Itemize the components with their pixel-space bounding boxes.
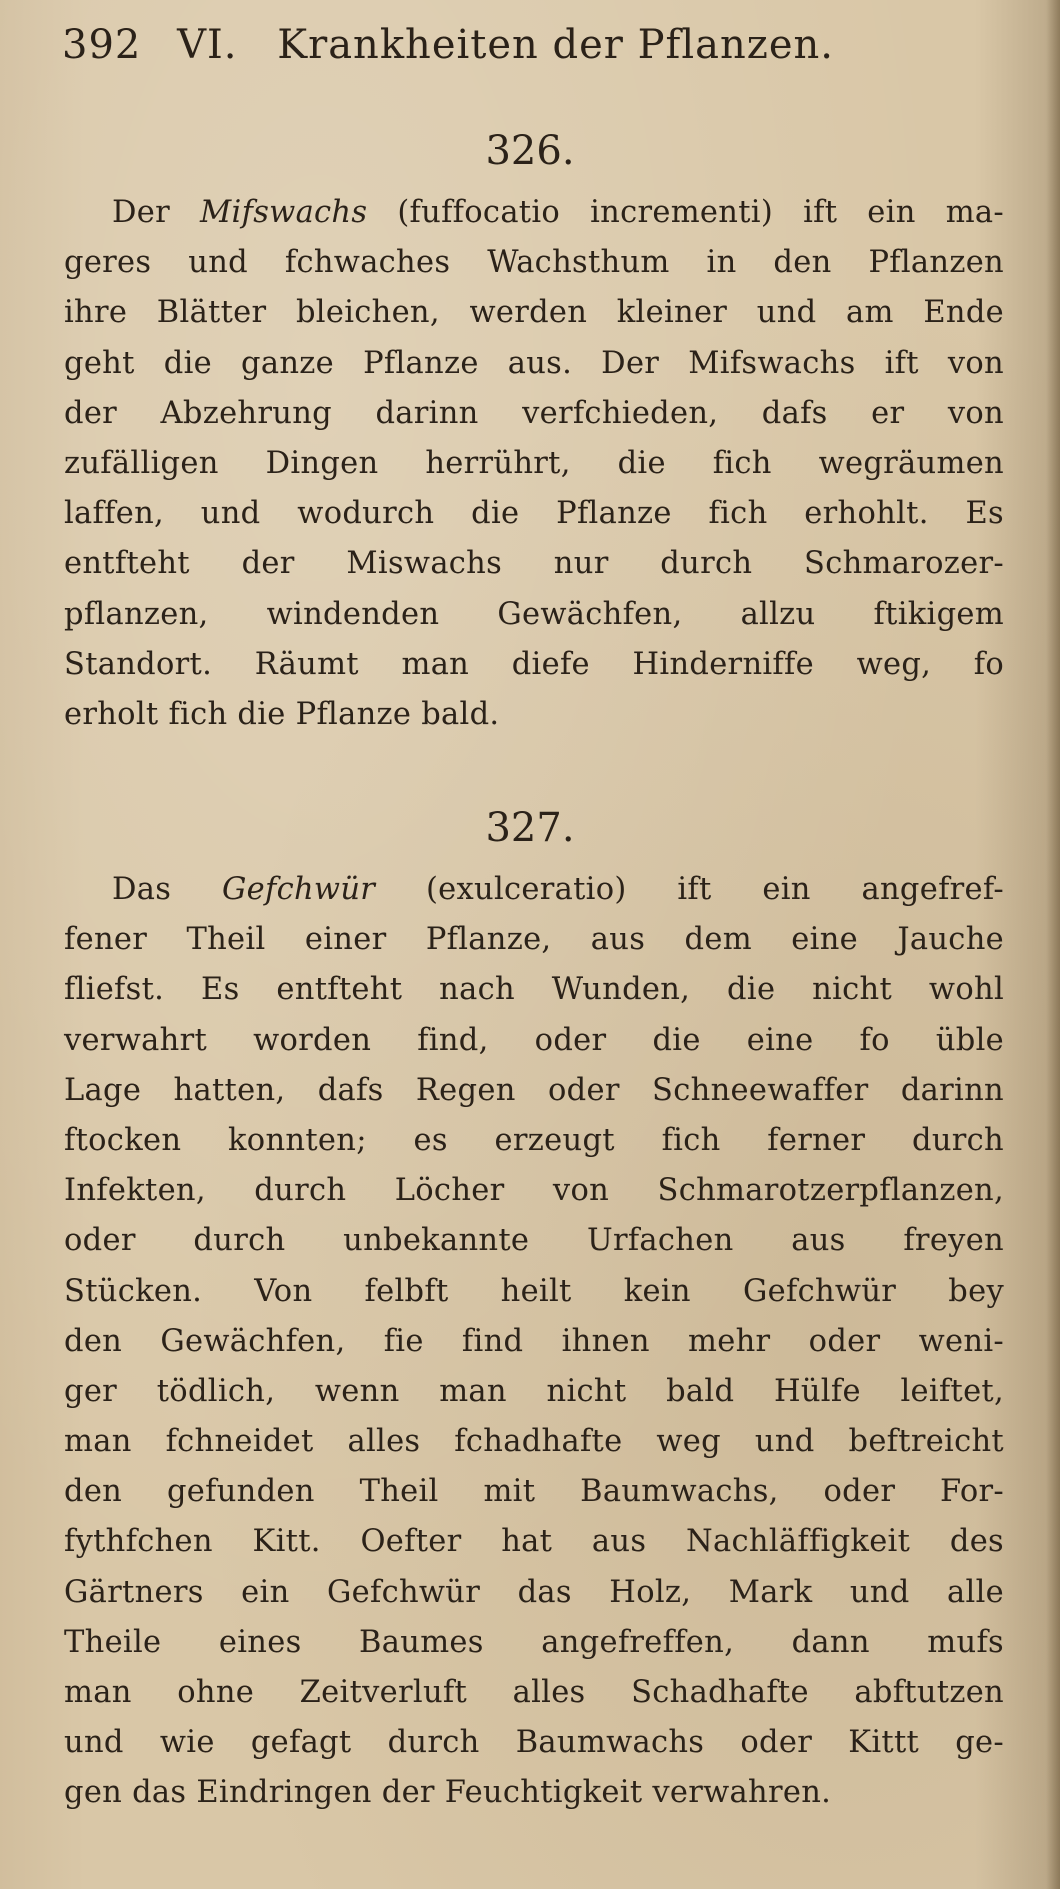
text-line: entfteht der Miswachs nur durch Schmarozer- — [64, 546, 1004, 582]
text-line: den gefunden Theil mit Baumwachs, oder For- — [64, 1474, 1004, 1510]
running-header — [62, 22, 962, 68]
text-line: zufälligen Dingen herrührt, die fich wegräumen — [64, 445, 1004, 481]
text-line: verwahrt worden find, oder die eine fo üble — [64, 1022, 1004, 1058]
page-number: 392 — [62, 22, 142, 68]
text-line: ftocken konnten; es erzeugt fich ferner durch — [64, 1122, 1004, 1158]
text-line: geres und fchwaches Wachsthum in den Pflanzen — [64, 245, 1004, 281]
text-line: ihre Blätter bleichen, werden kleiner und am Ende — [64, 295, 1004, 331]
text-line: Standort. Räumt man diefe Hinderniffe weg, fo — [64, 646, 1004, 682]
text-line: erholt fich die Pflanze bald. — [64, 696, 500, 732]
section-326-paragraph — [64, 188, 1004, 740]
text-line: ger tödlich, wenn man nicht bald Hülfe leiftet, — [64, 1373, 1004, 1409]
text-line: Der Mifswachs (fuffocatio incrementi) ift ein ma- — [112, 195, 1005, 230]
page-edge-shadow — [1046, 0, 1060, 1889]
chapter-title: Krankheiten der Pflanzen. — [277, 22, 834, 68]
text-line: oder durch unbekannte Urfachen aus freyen — [64, 1223, 1004, 1259]
text-line: man ohne Zeitverluft alles Schadhafte abftutzen — [64, 1675, 1004, 1710]
term-emphasis: Mifswachs — [200, 195, 368, 230]
text-line: pflanzen, windenden Gewächfen, allzu ftikigem — [64, 596, 1004, 632]
text-line: den Gewächfen, fie find ihnen mehr oder weni- — [64, 1323, 1004, 1359]
section-number-326: 326. — [485, 128, 575, 174]
text-line: Stücken. Von felbft heilt kein Gefchwür bey — [64, 1273, 1004, 1309]
chapter-number: VI. — [177, 22, 238, 68]
text-line: Theile eines Baumes angefreffen, dann mufs — [64, 1624, 1004, 1660]
text-line: und wie gefagt durch Baumwachs oder Kittt ge- — [64, 1725, 1004, 1761]
text-line: geht die ganze Pflanze aus. Der Mifswachs ift von — [64, 345, 1004, 381]
text-line: der Abzehrung darinn verfchieden, dafs er von — [64, 395, 1004, 431]
text-line: Infekten, durch Löcher von Schmarotzerpflanzen, — [64, 1173, 1004, 1209]
text-line: laffen, und wodurch die Pflanze fich erhohlt. Es — [64, 496, 1004, 532]
text-line: fener Theil einer Pflanze, aus dem eine Jauche — [64, 922, 1004, 958]
text-line: Gärtners ein Gefchwür das Holz, Mark und alle — [64, 1574, 1004, 1610]
section-327-paragraph — [64, 865, 1004, 1819]
section-number-327: 327. — [485, 805, 575, 851]
text-line: man fchneidet alles fchadhafte weg und beftreicht — [64, 1424, 1004, 1460]
text-line: Lage hatten, dafs Regen oder Schneewaffer darinn — [64, 1072, 1004, 1108]
text-line: fliefst. Es entfteht nach Wunden, die nicht wohl — [64, 972, 1004, 1008]
text-line: fythfchen Kitt. Oefter hat aus Nachläffigkeit des — [64, 1524, 1004, 1560]
text-line: Das Gefchwür (exulceratio) ift ein angefref- — [112, 872, 1005, 907]
term-emphasis: Gefchwür — [221, 872, 376, 907]
text-line: gen das Eindringen der Feuchtigkeit verwahren. — [64, 1775, 832, 1811]
